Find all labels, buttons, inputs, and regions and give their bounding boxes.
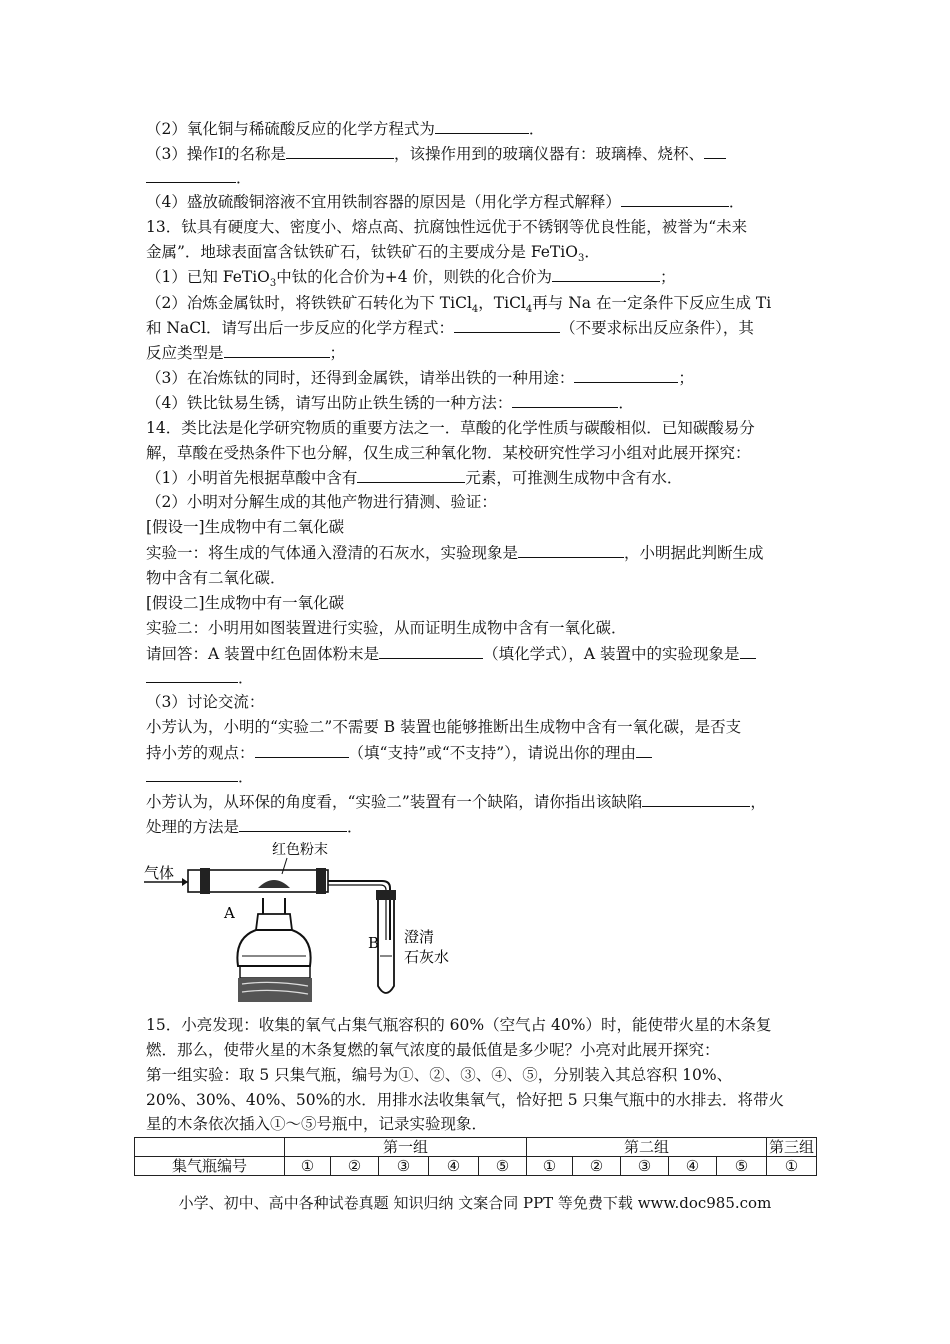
answer-blank[interactable]	[552, 265, 660, 282]
text: ．	[238, 669, 254, 687]
text: ．	[618, 394, 634, 412]
text: ．	[528, 120, 545, 138]
hypothesis-2	[146, 591, 344, 615]
answer-blank[interactable]	[740, 642, 756, 659]
table-header: 第三组	[767, 1138, 817, 1157]
subscript: 4	[471, 304, 479, 316]
q13-2-cont-line	[146, 316, 754, 340]
text: 实验一：将生成的气体通入澄清的石灰水，实验现象是	[146, 544, 519, 562]
text: 处理的方法是	[146, 818, 240, 836]
text: ，TiCl	[478, 294, 526, 312]
text: （3）操作Ⅰ的名称是	[146, 145, 286, 163]
subscript: 4	[525, 304, 533, 316]
answer-blank[interactable]	[642, 790, 750, 807]
answer-request-line	[146, 642, 756, 666]
table-cell: ⑤	[717, 1157, 767, 1176]
text: （2）小明对分解生成的其他产物进行猜测、验证：	[146, 493, 497, 511]
answer-blank[interactable]	[454, 316, 560, 333]
method-line	[146, 815, 363, 839]
discussion-cont-line	[146, 765, 254, 789]
text: 解，草酸在受热条件下也分解，仅生成三种氧化物．某校研究性学习小组对此展开探究：	[146, 444, 751, 462]
answer-blank[interactable]	[239, 815, 347, 832]
table-cell: ③	[621, 1157, 669, 1176]
text: 和 NaCl．请写出后一步反应的化学方程式：	[146, 319, 455, 337]
answer-cont-line	[146, 666, 254, 690]
experiment-1-line	[146, 541, 764, 565]
text: ．	[236, 169, 252, 187]
answer-blank[interactable]	[379, 642, 483, 659]
text: 13．钛具有硬度大、密度小、熔点高、抗腐蚀性远优于不锈钢等优良性能，被誉为“未来	[146, 218, 748, 236]
answer-blank[interactable]	[636, 741, 652, 758]
q12-3-line	[146, 142, 726, 166]
answer-blank[interactable]	[146, 166, 236, 183]
powder-label: 红色粉末	[272, 842, 328, 858]
text: （填化学式），A 装置中的实验现象是	[483, 645, 740, 663]
q14-line	[146, 416, 755, 440]
table-cell: ③	[379, 1157, 429, 1176]
answer-blank[interactable]	[574, 366, 678, 383]
table-header: 第二组	[527, 1138, 767, 1157]
text: ．	[238, 768, 254, 786]
results-table	[134, 1137, 817, 1176]
experiment-2-line	[146, 616, 627, 640]
delivery-tube	[328, 881, 390, 940]
answer-blank[interactable]	[255, 741, 349, 758]
text: 物中含有二氧化碳．	[146, 569, 286, 587]
text: （2）冶炼金属钛时，将铁铁矿石转化为下 TiCl	[146, 294, 472, 312]
text: ；	[329, 344, 346, 362]
lamp-neck	[256, 914, 292, 930]
answer-blank[interactable]	[704, 142, 726, 159]
answer-blank[interactable]	[224, 341, 330, 358]
table-header: 第一组	[285, 1138, 527, 1157]
stopper	[200, 868, 210, 894]
text: 星的木条依次插入①～⑤号瓶中，记录实验现象．	[146, 1115, 488, 1133]
q13-line	[146, 215, 747, 239]
q13-3-line	[146, 366, 694, 390]
arrow-head-icon	[182, 878, 188, 886]
q13-4-line	[146, 391, 634, 415]
leader-line	[282, 858, 287, 874]
label-b: B	[368, 934, 380, 952]
discussion-line	[146, 715, 741, 739]
text: [假设二]生成物中有一氧化碳	[146, 594, 345, 612]
q15-line-2	[146, 1038, 720, 1062]
subscript: 3	[269, 278, 277, 290]
text: （1）小明首先根据草酸中含有	[146, 469, 358, 487]
text: （4）铁比钛易生锈，请写出防止铁生锈的一种方法：	[146, 394, 513, 412]
q14-1-line	[146, 466, 682, 490]
lamp-base	[240, 966, 310, 978]
answer-blank[interactable]	[146, 765, 238, 782]
text: 反应类型是	[146, 344, 224, 362]
subscript: 3	[577, 253, 585, 265]
text: （不要求标出反应条件），其	[560, 319, 754, 337]
text: （填“支持”或“不支持”），请说出你的理由	[348, 744, 636, 762]
text: （1）已知 FeTiO	[146, 268, 270, 286]
table-cell: ②	[573, 1157, 621, 1176]
text: 燃．那么，使带火星的木条复燃的氧气浓度的最低值是多少呢？小亮对此展开探究：	[146, 1041, 720, 1059]
stopper	[376, 890, 396, 900]
q15-group1-line-2	[146, 1088, 784, 1112]
text: [假设一]生成物中有二氧化碳	[146, 518, 345, 536]
q12-3-cont-line	[146, 166, 252, 190]
text: 小芳认为，从环保的角度看，“实验二”装置有一个缺陷，请你指出该缺陷	[146, 793, 643, 811]
q14-2-line	[146, 490, 497, 514]
table-cell: ①	[285, 1157, 331, 1176]
table-cell: ⑤	[479, 1157, 527, 1176]
text: （2）氧化铜与稀硫酸反应的化学方程式为	[146, 120, 435, 138]
text: 20%、30%、40%、50%的水．用排水法收集氧气，恰好把 5 只集气瓶中的水排去．将带火	[146, 1091, 785, 1109]
discussion-line-2	[146, 741, 652, 765]
answer-blank[interactable]	[357, 466, 465, 483]
answer-blank[interactable]	[286, 142, 394, 159]
answer-blank[interactable]	[435, 117, 529, 134]
table-cell	[135, 1138, 285, 1157]
table-row	[135, 1157, 817, 1176]
answer-blank[interactable]	[146, 666, 238, 683]
table-cell: ②	[331, 1157, 379, 1176]
text: 小芳认为，小明的“实验二”不需要 B 装置也能够推断出生成物中含有一氧化碳，是否支	[146, 718, 742, 736]
label-a: A	[224, 904, 235, 922]
text: 14．类比法是化学研究物质的重要方法之一．草酸的化学性质与碳酸相似．已知碳酸易分	[146, 419, 755, 437]
text: 第一组实验：取 5 只集气瓶，编号为①、②、③、④、⑤，分别装入其总容积 10%、	[146, 1066, 733, 1084]
page-footer: 小学、初中、高中各种试卷真题 知识归纳 文案合同 PPT 等免费下载 www.doc985.com	[178, 1194, 772, 1212]
answer-blank[interactable]	[512, 391, 618, 408]
hypothesis-1	[146, 515, 344, 539]
table-cell: ④	[429, 1157, 479, 1176]
table-cell: ①	[527, 1157, 573, 1176]
text: ，	[750, 793, 766, 811]
table-row-label: 集气瓶编号	[135, 1157, 285, 1176]
table-cell: ④	[669, 1157, 717, 1176]
text: （4）盛放硫酸铜溶液不宜用铁制容器的原因是（用化学方程式解释）	[146, 193, 621, 211]
text: 15．小亮发现：收集的氧气占集气瓶容积的 60%（空气占 40%）时，能使带火星的木条复	[146, 1016, 772, 1034]
text: ；	[678, 369, 694, 387]
text: （3）在冶炼钛的同时，还得到金属铁，请举出铁的一种用途：	[146, 369, 575, 387]
q14-3-line	[146, 690, 264, 714]
text: 实验二：小明用如图装置进行实验，从而证明生成物中含有一氧化碳．	[146, 619, 627, 637]
text: 再与 Na 在一定条件下反应生成 Ti	[532, 294, 772, 312]
answer-blank[interactable]	[621, 190, 729, 207]
q14-line-2	[146, 441, 751, 465]
q13-2-type-line	[146, 341, 345, 365]
gas-label: 气体	[144, 864, 175, 882]
text: 元素，可推测生成物中含有水．	[465, 469, 683, 487]
stopper	[316, 868, 326, 894]
text: ，该操作用到的玻璃仪器有：玻璃棒、烧杯、	[394, 145, 705, 163]
q12-4-line	[146, 190, 744, 214]
answer-blank[interactable]	[518, 541, 624, 558]
q15-group1-line-3	[146, 1112, 487, 1136]
text: ，小明据此判断生成	[624, 544, 764, 562]
q15-group1-line	[146, 1063, 732, 1087]
powder	[258, 880, 290, 888]
text: ．	[728, 193, 745, 211]
table-header-row	[135, 1138, 817, 1157]
lamp-wick	[263, 898, 285, 914]
text: 中钛的化合价为+4 价，则铁的化合价为	[276, 268, 553, 286]
text: 金属”．地球表面富含钛铁矿石，钛铁矿石的主要成分是 FeTiO	[146, 243, 578, 261]
text: （3）讨论交流：	[146, 693, 265, 711]
alcohol-lamp	[237, 930, 310, 966]
apparatus-figure	[142, 838, 450, 1006]
table-cell: ①	[767, 1157, 817, 1176]
text: ．	[584, 243, 600, 261]
q12-2-line	[146, 117, 544, 141]
text: 请回答：A 装置中红色固体粉末是	[146, 645, 380, 663]
limewater-label: 澄清	[404, 928, 435, 946]
experiment-1-cont-line	[146, 566, 286, 590]
text: 持小芳的观点：	[146, 744, 255, 762]
text: ．	[347, 818, 363, 836]
text: ；	[660, 268, 676, 286]
limewater-label: 石灰水	[404, 948, 450, 966]
defect-line	[146, 790, 766, 814]
q15-line	[146, 1013, 771, 1037]
